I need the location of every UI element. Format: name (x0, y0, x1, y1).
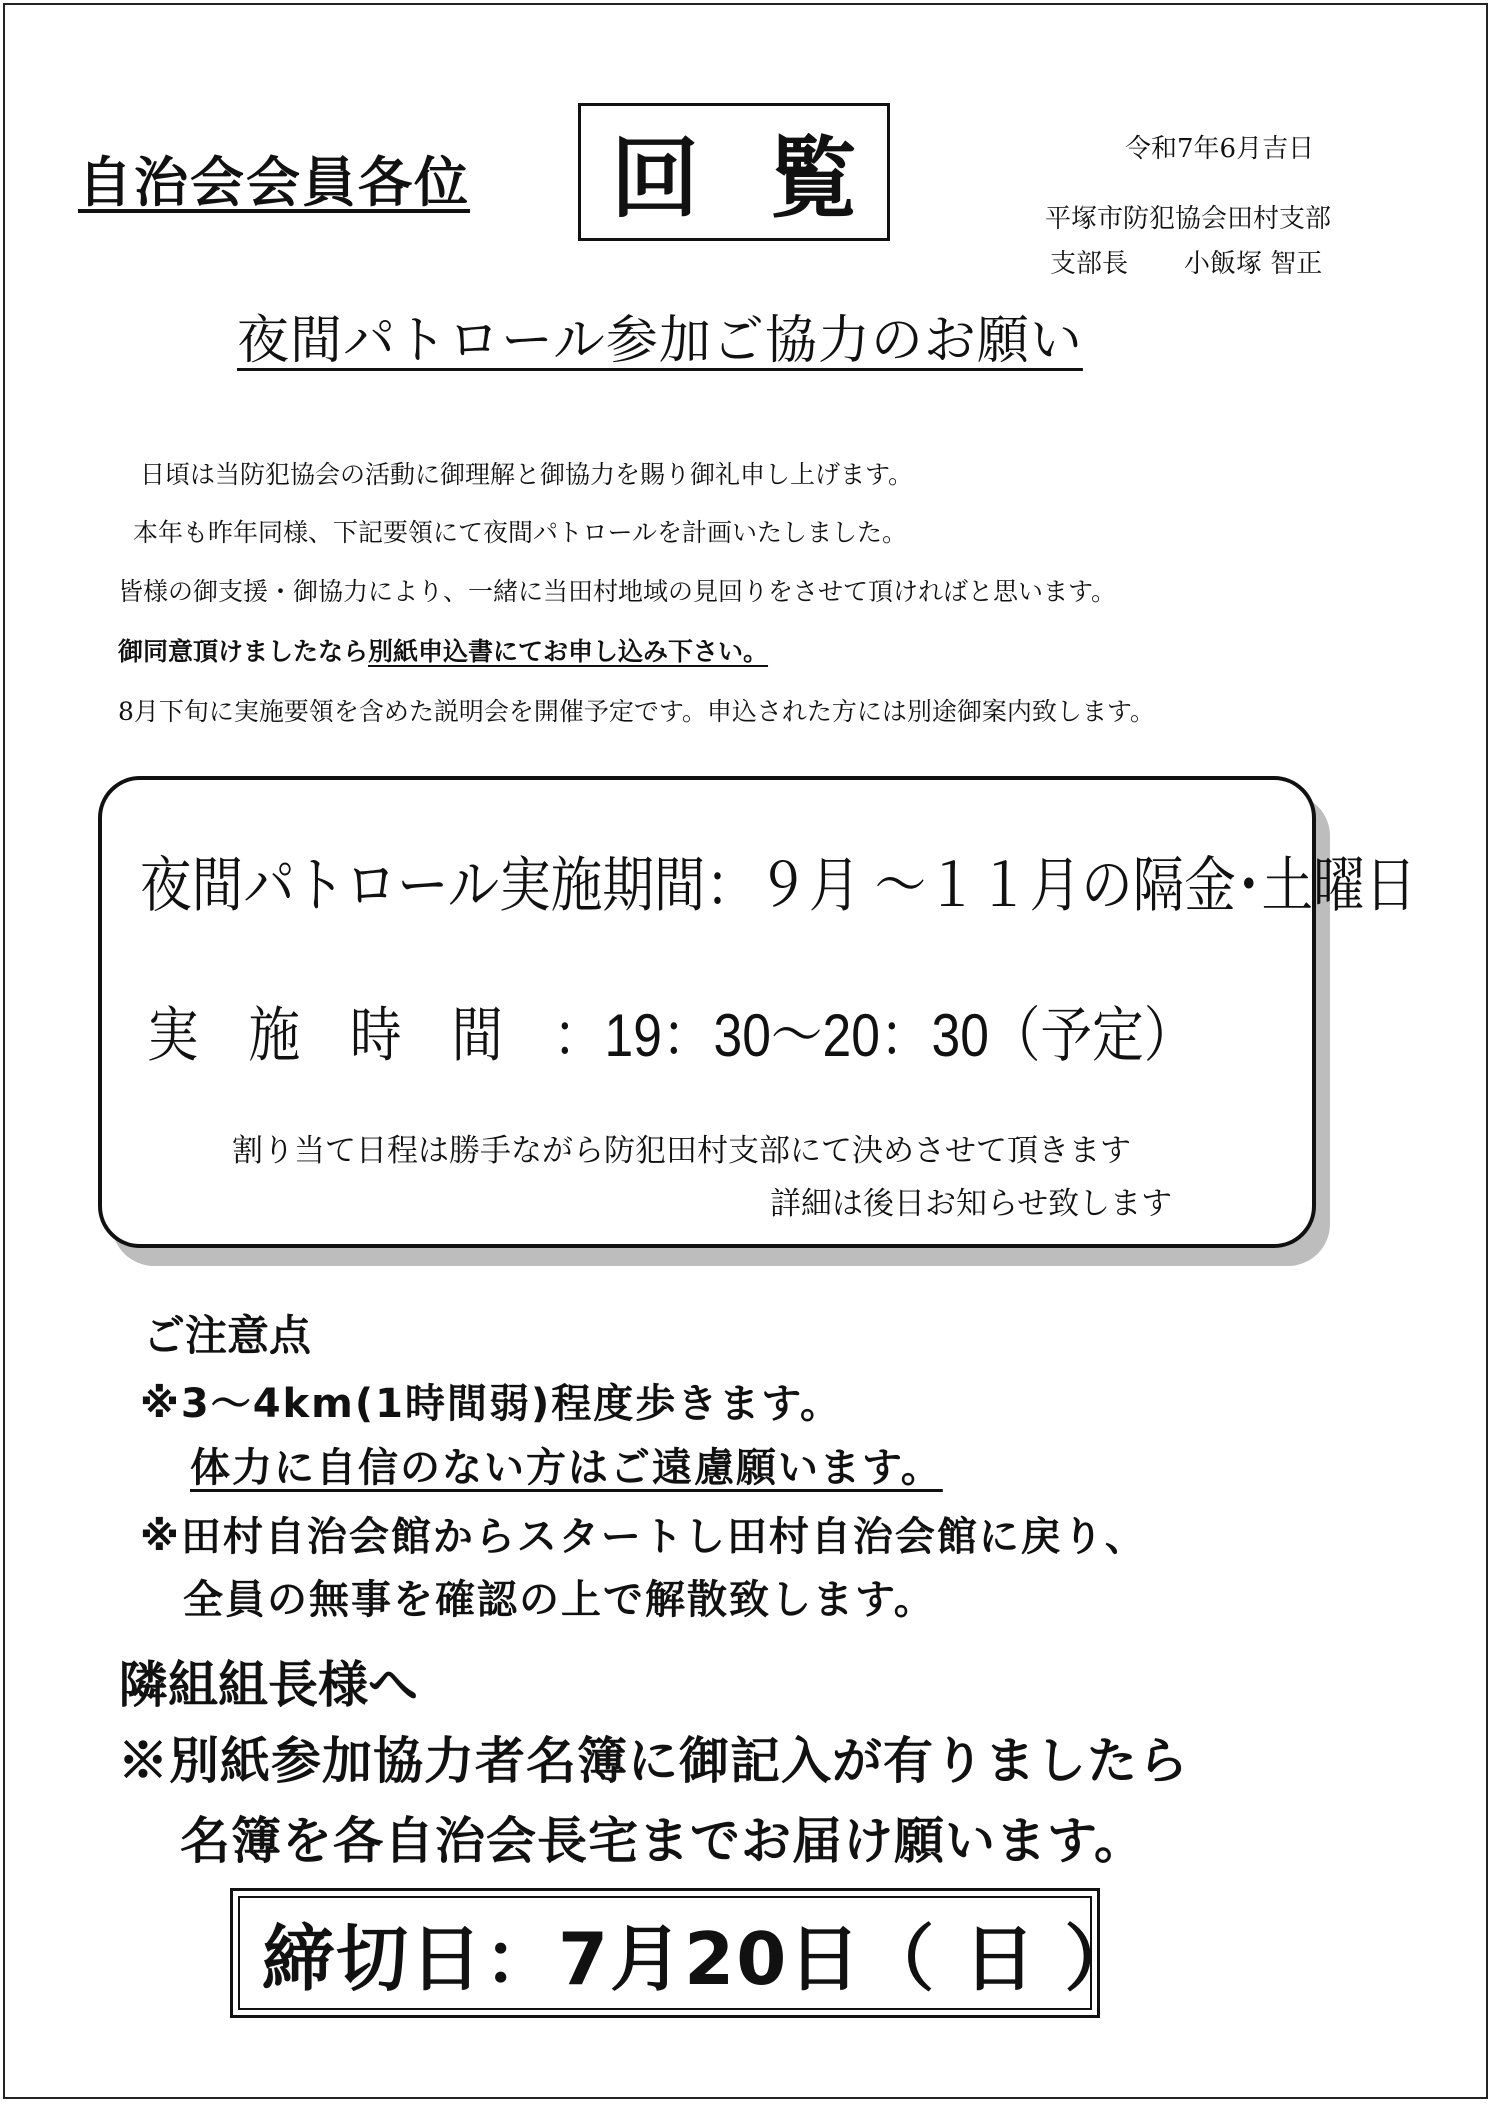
caution-line-1: ※3～4km(1時間弱)程度歩きます。 (140, 1381, 843, 1427)
caution-line-2: 体力に自信のない方はご遠慮願います。 (190, 1445, 943, 1491)
leaders-line-1: ※別紙参加協力者名簿に御記入が有りましたら (118, 1731, 1189, 1790)
deadline-inner-frame (238, 1896, 1139, 2010)
deadline-box (230, 1888, 1139, 2018)
circulation-label: 回覧 (610, 126, 927, 230)
patrol-time-row (147, 988, 1195, 1074)
patrol-time-value: ：19：30～20：30（予定） (552, 1002, 1196, 1069)
schedule-note-2: 詳細は後日お知らせ致します (770, 1186, 1173, 1221)
leaders-heading: 隣組組長様へ (118, 1655, 418, 1714)
chief-title: 支部長 (1050, 249, 1129, 279)
application-request-underlined: 別紙申込書にてお申し込み下さい。 (368, 637, 769, 666)
intro-paragraph-4 (118, 632, 768, 668)
deadline-text: 締切日：7月20日（ 日 ） (262, 1917, 1139, 2001)
intro-paragraph-2: 本年も昨年同様、下記要領にて夜間パトロールを計画いたしました。 (133, 518, 908, 547)
chief-line (1050, 243, 1322, 280)
patrol-period-row (140, 838, 1416, 924)
issue-date: 令和7年6月吉日 (1125, 134, 1315, 164)
chief-name: 小飯塚 智正 (1184, 249, 1323, 279)
caution-line-3: ※田村自治会館からスタートし田村自治会館に戻り、 (140, 1514, 1147, 1560)
patrol-period-value: ：９月 ～１１月の隔金･土曜日 (705, 852, 1417, 919)
schedule-note-1: 割り当て日程は勝手ながら防犯田村支部にて決めさせて頂きます (232, 1133, 1131, 1168)
patrol-time-label: 実施時間 (147, 1002, 553, 1069)
application-request-prefix: 御同意頂けましたなら (118, 637, 369, 666)
document-title: 夜間パトロール参加ご協力のお願い (237, 311, 1083, 371)
circulation-stamp-box (578, 103, 927, 241)
cautions-heading: ご注意点 (143, 1311, 312, 1360)
intro-paragraph-1: 日頃は当防犯協会の活動に御理解と御協力を賜り御礼申し上げます。 (140, 460, 914, 489)
patrol-period-label: 夜間パトロール実施期間 (140, 852, 706, 919)
leaders-line-2: 名簿を各自治会長宅までお届け願います。 (180, 1811, 1145, 1870)
addressee-heading: 自治会会員各位 (78, 150, 470, 214)
intro-paragraph-3: 皆様の御支援・御協力により、一緒に当田村地域の見回りをさせて頂ければと思います。 (118, 577, 1117, 606)
intro-paragraph-5: 8月下旬に実施要領を含めた説明会を開催予定です。申込された方には別途御案内致します。 (118, 697, 1155, 726)
organization-name: 平塚市防犯協会田村支部 (1045, 204, 1332, 234)
caution-line-4: 全員の無事を確認の上で解散致します。 (183, 1577, 936, 1623)
